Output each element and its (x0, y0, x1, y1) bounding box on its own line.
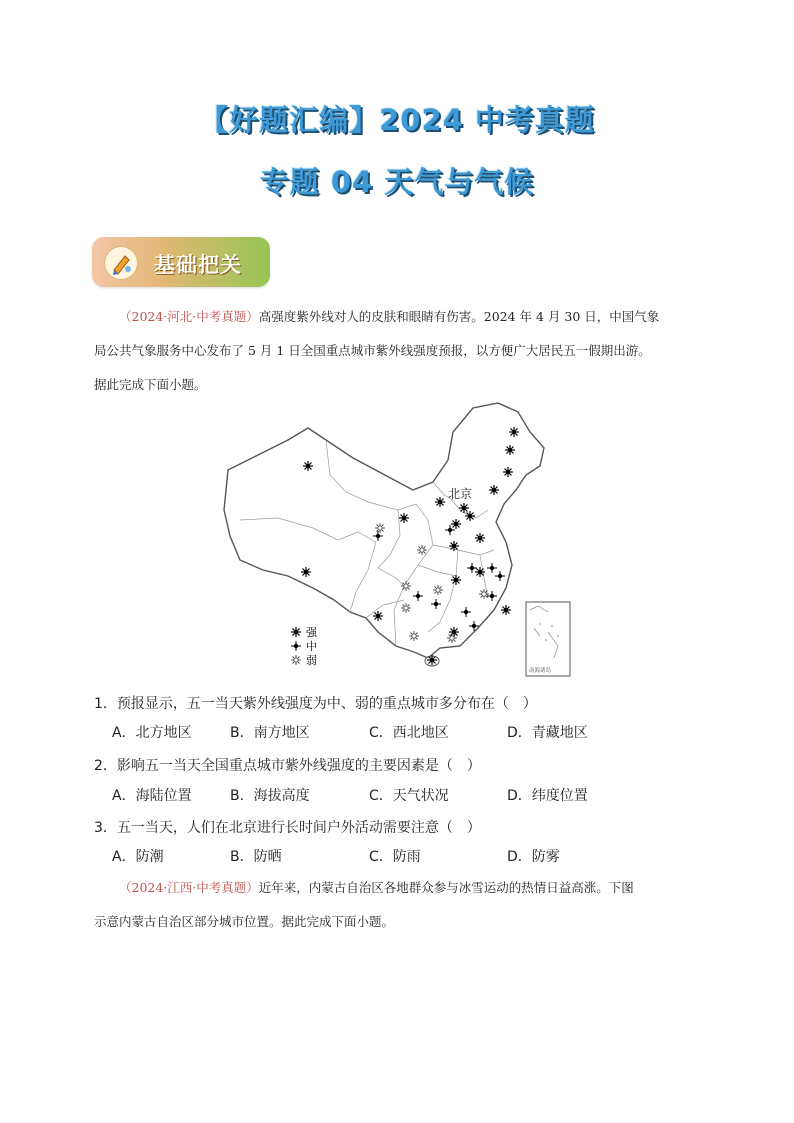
weak-uv-icon (401, 603, 411, 613)
section-badge (92, 237, 270, 287)
strong-uv-icon (301, 567, 311, 577)
strong-uv-icon (451, 575, 461, 585)
weak-uv-icon (375, 523, 385, 533)
passage-2 (94, 871, 706, 939)
title-line-1: 【好题汇编】2024 中考真题 (199, 103, 595, 137)
map-legend (291, 626, 318, 667)
weak-uv-icon (447, 633, 457, 643)
weak-uv-icon (417, 545, 427, 555)
strong-uv-icon (451, 519, 461, 529)
option-2-a[interactable]: A．海陆位置 (112, 788, 192, 804)
passage-text: 局公共气象服务中心发布了 5 月 1 日全国重点城市紫外线强度预报，以方便广大居民五一假期出游。 (94, 343, 651, 358)
passage-text: 据此完成下面小题。 (94, 377, 207, 392)
weak-uv-icon (401, 581, 411, 591)
inset-label: 南海诸岛 (529, 668, 552, 674)
strong-uv-icon (303, 461, 313, 471)
question-1: 1．预报显示，五一当天紫外线强度为中、弱的重点城市多分布在（ ） (94, 696, 537, 712)
china-uv-map (218, 400, 580, 680)
option-1-d[interactable]: D．青藏地区 (507, 725, 588, 741)
option-3-b[interactable]: B．防晒 (230, 849, 282, 865)
weak-uv-icon (291, 655, 301, 665)
option-1-b[interactable]: B．南方地区 (230, 725, 310, 741)
strong-uv-icon (509, 427, 519, 437)
passage-1 (94, 300, 706, 402)
pen-icon (104, 246, 138, 280)
strong-uv-icon (505, 445, 515, 455)
option-3-d[interactable]: D．防雾 (507, 849, 560, 865)
source-citation: （2024·江西·中考真题） (119, 880, 259, 895)
strong-uv-icon (373, 611, 383, 621)
medium-uv-icon (291, 641, 301, 651)
strong-uv-icon (503, 467, 513, 477)
china-outline (224, 403, 544, 658)
weak-uv-icon (409, 631, 419, 641)
strong-uv-icon (489, 485, 499, 495)
option-1-a[interactable]: A．北方地区 (112, 725, 192, 741)
passage-text: 示意内蒙古自治区部分城市位置。据此完成下面小题。 (94, 914, 395, 929)
question-2: 2．影响五一当天全国重点城市紫外线强度的主要因素是（ ） (94, 758, 481, 774)
strong-uv-icon (449, 541, 459, 551)
strong-uv-icon (465, 511, 475, 521)
beijing-label: 北京 (448, 487, 473, 501)
strong-uv-icon (475, 533, 485, 543)
option-1-c[interactable]: C．西北地区 (369, 725, 449, 741)
strong-uv-icon (399, 513, 409, 523)
option-2-d[interactable]: D．纬度位置 (507, 788, 588, 804)
option-2-b[interactable]: B．海拔高度 (230, 788, 310, 804)
source-citation: （2024·河北·中考真题） (119, 309, 259, 324)
south-china-sea-inset (526, 602, 570, 676)
legend-weak: 弱 (306, 654, 317, 667)
legend-strong: 强 (306, 626, 317, 639)
option-3-c[interactable]: C．防雨 (369, 849, 421, 865)
strong-uv-icon (501, 605, 511, 615)
strong-uv-icon (427, 655, 437, 665)
strong-uv-icon (435, 497, 445, 507)
weak-uv-icon (433, 585, 443, 595)
option-3-a[interactable]: A．防潮 (112, 849, 164, 865)
legend-medium: 中 (306, 640, 317, 653)
title-line-2: 专题 04 天气与气候 (259, 165, 535, 199)
question-3: 3．五一当天，人们在北京进行长时间户外活动需要注意（ ） (94, 820, 481, 836)
passage-text: 高强度紫外线对人的皮肤和眼睛有伤害。2024 年 4 月 30 日，中国气象 (258, 309, 660, 324)
strong-uv-icon (459, 503, 469, 513)
strong-uv-icon (291, 627, 301, 637)
weak-uv-icon (479, 589, 489, 599)
option-2-c[interactable]: C．天气状况 (369, 788, 449, 804)
passage-text: 近年来，内蒙古自治区各地群众参与冰雪运动的热情日益高涨。下图 (258, 880, 634, 895)
section-label: 基础把关 (154, 253, 242, 277)
